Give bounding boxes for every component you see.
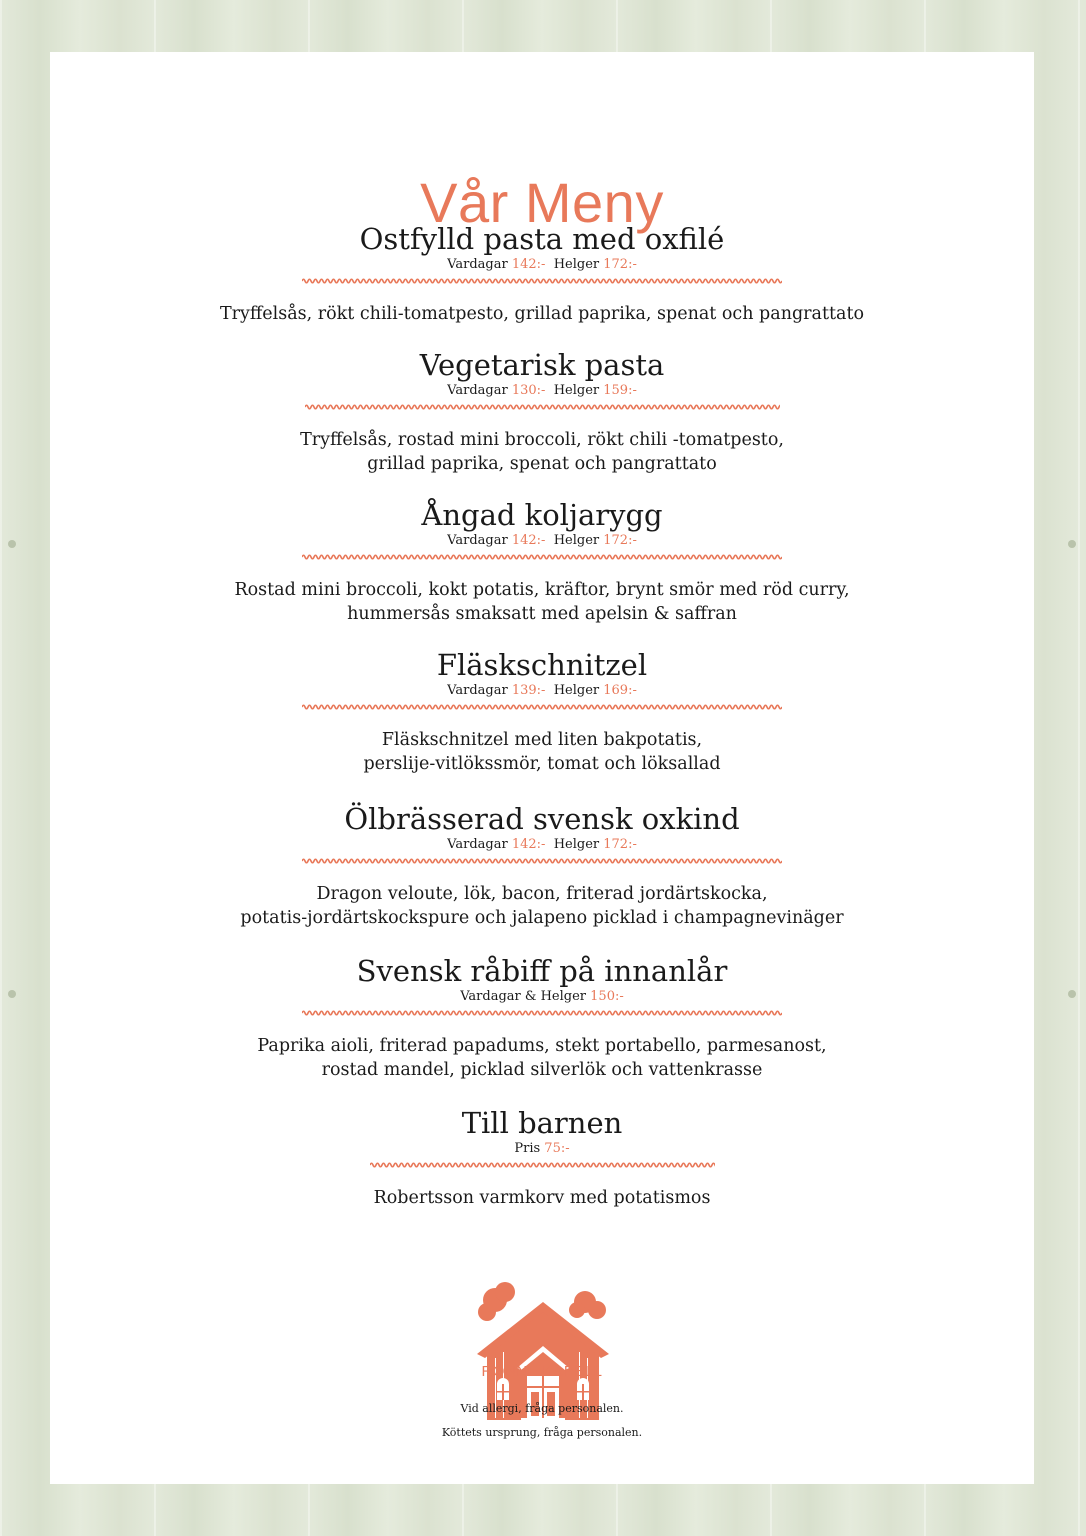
squiggle-divider: [305, 402, 780, 412]
dish-description: [50, 302, 1034, 326]
weekday-label: Vardagar: [447, 257, 508, 272]
description-line: Paprika aioli, friterad papadums, stekt portabello, parmesanost,: [257, 1036, 827, 1056]
decorative-nail: [8, 990, 16, 998]
dish-description: [50, 578, 1034, 626]
description-line: potatis-jordärtskockspure och jalapeno picklad i champagnevinäger: [240, 908, 844, 928]
squiggle-divider: [302, 856, 782, 866]
dish-name: Ångad koljarygg: [421, 498, 663, 532]
weekday-label: Vardagar: [447, 837, 508, 852]
weekend-label: Helger: [553, 837, 600, 852]
dish-description: [50, 728, 1034, 776]
squiggle-divider: [302, 1008, 782, 1018]
combined-price: 150:-: [590, 989, 624, 1004]
weekend-price: 172:-: [603, 533, 637, 548]
decorative-nail: [1068, 540, 1076, 548]
weekend-price: 159:-: [603, 383, 637, 398]
description-line: rostad mandel, picklad silverlök och vattenkrasse: [321, 1060, 763, 1080]
combined-label: Pris: [514, 1141, 541, 1156]
dish-prices: [50, 989, 1034, 1005]
weekend-label: Helger: [553, 257, 600, 272]
squiggle-divider: [302, 276, 782, 286]
decorative-nail: [8, 540, 16, 548]
squiggle-divider: [370, 1160, 715, 1170]
menu-item: [50, 954, 1034, 1082]
dish-prices: [50, 1141, 1034, 1157]
dish-description: [50, 428, 1034, 476]
dish-name: Till barnen: [461, 1106, 623, 1140]
dish-name: Svensk råbiff på innanlår: [356, 954, 728, 988]
description-line: Rostad mini broccoli, kokt potatis, kräftor, brynt smör med röd curry,: [234, 580, 850, 600]
description-line: Fläskschnitzel med liten bakpotatis,: [381, 730, 703, 750]
description-line: Tryffelsås, rostad mini broccoli, rökt chili -tomatpesto,: [300, 430, 784, 450]
description-line: perslije-vitlökssmör, tomat och löksallad: [363, 754, 721, 774]
combined-price: 75:-: [544, 1141, 570, 1156]
menu-item: [50, 648, 1034, 776]
description-line: grillad paprika, spenat och pangrattato: [367, 454, 717, 474]
menu-item: [50, 348, 1034, 476]
weekday-price: 142:-: [511, 533, 546, 548]
logo-text: RÖNNE KAPELL: [481, 1363, 603, 1380]
weekday-price: 130:-: [511, 383, 546, 398]
description-line: Tryffelsås, rökt chili-tomatpesto, grillad paprika, spenat och pangrattato: [219, 304, 865, 324]
dish-name: Ostfylld pasta med oxfilé: [359, 222, 725, 256]
weekday-price: 142:-: [511, 257, 546, 272]
menu-item: [50, 222, 1034, 326]
dish-description: [50, 882, 1034, 930]
description-line: hummersås smaksatt med apelsin & saffran: [347, 604, 737, 624]
squiggle-divider: [302, 702, 782, 712]
menu-card: [50, 52, 1034, 1484]
weekend-label: Helger: [553, 383, 600, 398]
weekday-price: 139:-: [511, 683, 546, 698]
allergy-note: Vid allergi, fråga personalen.: [460, 1402, 624, 1415]
origin-note: Köttets ursprung, fråga personalen.: [441, 1426, 643, 1439]
weekend-label: Helger: [553, 533, 600, 548]
menu-title: Vår Meny: [420, 171, 664, 234]
dish-prices: [50, 533, 1034, 549]
dish-prices: [50, 383, 1034, 399]
description-line: Dragon veloute, lök, bacon, friterad jordärtskocka,: [316, 884, 768, 904]
squiggle-divider: [302, 552, 782, 562]
weekend-price: 172:-: [603, 257, 637, 272]
dish-name: Fläskschnitzel: [436, 648, 648, 682]
weekday-label: Vardagar: [447, 383, 508, 398]
dish-prices: [50, 257, 1034, 273]
weekend-label: Helger: [553, 683, 600, 698]
decorative-nail: [1068, 990, 1076, 998]
dish-name: Vegetarisk pasta: [419, 348, 665, 382]
menu-item: [50, 498, 1034, 626]
dish-prices: [50, 837, 1034, 853]
combined-label: Vardagar & Helger: [460, 989, 587, 1004]
weekday-label: Vardagar: [447, 683, 508, 698]
dish-description: [50, 1186, 1034, 1210]
dish-prices: [50, 683, 1034, 699]
weekend-price: 169:-: [603, 683, 637, 698]
weekend-price: 172:-: [603, 837, 637, 852]
menu-item: [50, 1106, 1034, 1210]
description-line: Robertsson varmkorv med potatismos: [373, 1188, 711, 1208]
weekday-price: 142:-: [511, 837, 546, 852]
dish-description: [50, 1034, 1034, 1082]
menu-item: [50, 802, 1034, 930]
dish-name: Ölbrässerad svensk oxkind: [344, 802, 740, 836]
weekday-label: Vardagar: [447, 533, 508, 548]
